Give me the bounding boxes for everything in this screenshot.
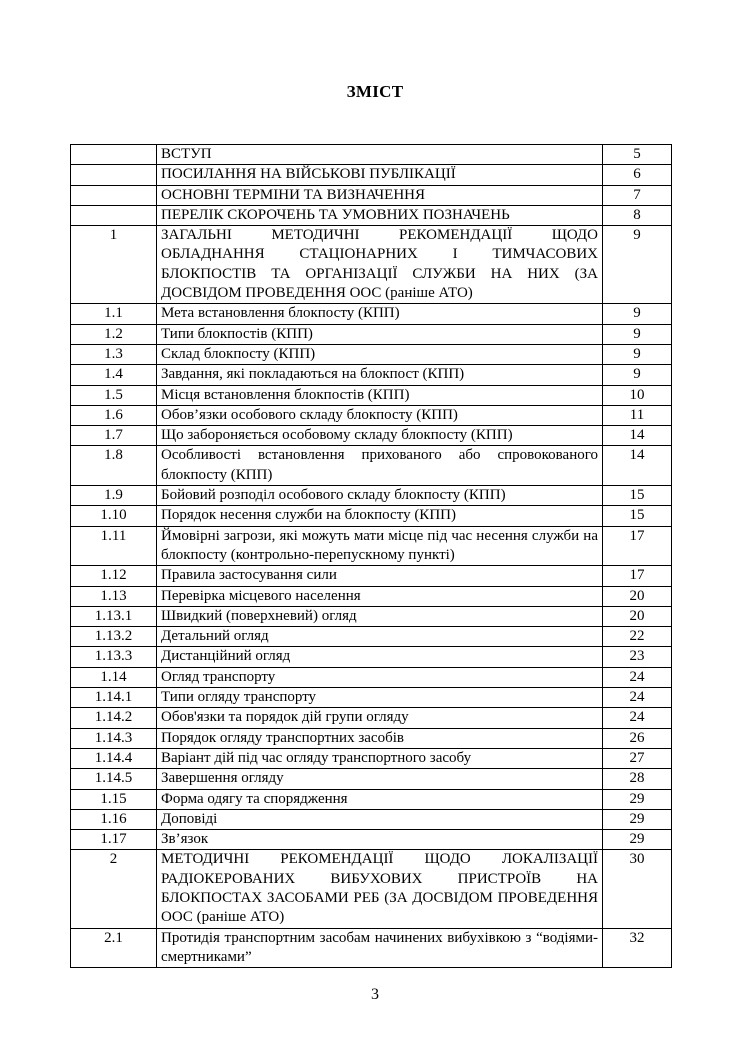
toc-row xyxy=(71,769,672,789)
toc-title: Порядок огляду транспортних засобів xyxy=(157,728,603,748)
toc-page: 15 xyxy=(603,506,672,526)
toc-row xyxy=(71,809,672,829)
toc-number: 1.7 xyxy=(71,426,157,446)
toc-page: 27 xyxy=(603,748,672,768)
toc-row xyxy=(71,324,672,344)
toc-title: ЗАГАЛЬНІ МЕТОДИЧНІ РЕКОМЕНДАЦІЇ ЩОДО ОБЛАДНАННЯ СТАЦІОНАРНИХ І ТИМЧАСОВИХ БЛОКПОСТІВ ТА ОРГАНІЗАЦІЇ СЛУЖБИ НА НИХ (ЗА ДОСВІДОМ ПРОВЕДЕННЯ ООС (раніше АТО) xyxy=(157,226,603,304)
toc-page: 30 xyxy=(603,850,672,928)
toc-row xyxy=(71,185,672,205)
page-title: ЗМІСТ xyxy=(346,82,404,101)
toc-number: 1.4 xyxy=(71,365,157,385)
toc-number: 1.13 xyxy=(71,586,157,606)
table-of-contents xyxy=(70,144,672,968)
toc-row xyxy=(71,205,672,225)
toc-number: 1.5 xyxy=(71,385,157,405)
toc-title: Детальний огляд xyxy=(157,627,603,647)
toc-row xyxy=(71,647,672,667)
toc-page: 20 xyxy=(603,586,672,606)
toc-number: 1.14.3 xyxy=(71,728,157,748)
toc-number: 1.10 xyxy=(71,506,157,526)
toc-page: 22 xyxy=(603,627,672,647)
toc-title: Завдання, які покладаються на блокпост (КПП) xyxy=(157,365,603,385)
toc-number: 1.6 xyxy=(71,405,157,425)
toc-row xyxy=(71,748,672,768)
toc-row xyxy=(71,606,672,626)
toc-page: 10 xyxy=(603,385,672,405)
toc-number: 1.13.3 xyxy=(71,647,157,667)
toc-page: 14 xyxy=(603,446,672,486)
toc-page: 6 xyxy=(603,165,672,185)
toc-title: Бойовий розподіл особового складу блокпосту (КПП) xyxy=(157,486,603,506)
toc-row xyxy=(71,344,672,364)
toc-title: Особливості встановлення прихованого або спровокованого блокпосту (КПП) xyxy=(157,446,603,486)
toc-title: Швидкий (поверхневий) огляд xyxy=(157,606,603,626)
toc-title: Склад блокпосту (КПП) xyxy=(157,344,603,364)
toc-title: Типи блокпостів (КПП) xyxy=(157,324,603,344)
toc-page: 9 xyxy=(603,344,672,364)
toc-page: 29 xyxy=(603,830,672,850)
toc-page: 5 xyxy=(603,145,672,165)
toc-page: 26 xyxy=(603,728,672,748)
toc-row xyxy=(71,708,672,728)
toc-number: 1.17 xyxy=(71,830,157,850)
toc-row xyxy=(71,226,672,304)
toc-number: 1.9 xyxy=(71,486,157,506)
toc-title: Правила застосування сили xyxy=(157,566,603,586)
toc-page: 14 xyxy=(603,426,672,446)
toc-row xyxy=(71,145,672,165)
toc-page: 7 xyxy=(603,185,672,205)
toc-number xyxy=(71,205,157,225)
toc-page: 28 xyxy=(603,769,672,789)
toc-number: 1 xyxy=(71,226,157,304)
toc-title: Перевірка місцевого населення xyxy=(157,586,603,606)
toc-page: 32 xyxy=(603,928,672,968)
toc-title: Що забороняється особовому складу блокпосту (КПП) xyxy=(157,426,603,446)
toc-row xyxy=(71,586,672,606)
toc-page: 9 xyxy=(603,226,672,304)
toc-page: 9 xyxy=(603,304,672,324)
toc-row xyxy=(71,446,672,486)
toc-row xyxy=(71,566,672,586)
toc-number: 1.14.4 xyxy=(71,748,157,768)
toc-title: Типи огляду транспорту xyxy=(157,688,603,708)
toc-title: ВСТУП xyxy=(157,145,603,165)
toc-title: Варіант дій під час огляду транспортного засобу xyxy=(157,748,603,768)
toc-row xyxy=(71,385,672,405)
toc-number: 1.14 xyxy=(71,667,157,687)
toc-title: ПОСИЛАННЯ НА ВІЙСЬКОВІ ПУБЛІКАЦІЇ xyxy=(157,165,603,185)
toc-row xyxy=(71,928,672,968)
toc-page: 8 xyxy=(603,205,672,225)
toc-row xyxy=(71,506,672,526)
toc-row xyxy=(71,405,672,425)
toc-title: Місця встановлення блокпостів (КПП) xyxy=(157,385,603,405)
toc-row xyxy=(71,486,672,506)
toc-body xyxy=(71,145,672,968)
toc-number: 1.15 xyxy=(71,789,157,809)
toc-title: Огляд транспорту xyxy=(157,667,603,687)
toc-title: ПЕРЕЛІК СКОРОЧЕНЬ ТА УМОВНИХ ПОЗНАЧЕНЬ xyxy=(157,205,603,225)
toc-row xyxy=(71,688,672,708)
toc-row xyxy=(71,789,672,809)
toc-number: 1.16 xyxy=(71,809,157,829)
toc-number: 1.13.2 xyxy=(71,627,157,647)
toc-title: Дистанційний огляд xyxy=(157,647,603,667)
toc-number: 1.13.1 xyxy=(71,606,157,626)
toc-title: Доповіді xyxy=(157,809,603,829)
toc-number: 1.8 xyxy=(71,446,157,486)
toc-title: Обов’язки особового складу блокпосту (КПП) xyxy=(157,405,603,425)
toc-number xyxy=(71,165,157,185)
toc-number: 1.3 xyxy=(71,344,157,364)
toc-title: Протидія транспортним засобам начинених вибухівкою з “водіями-смертниками” xyxy=(157,928,603,968)
toc-row xyxy=(71,365,672,385)
toc-title: Мета встановлення блокпосту (КПП) xyxy=(157,304,603,324)
toc-title: Обов'язки та порядок дій групи огляду xyxy=(157,708,603,728)
toc-row xyxy=(71,304,672,324)
toc-number: 1.14.2 xyxy=(71,708,157,728)
toc-number: 1.12 xyxy=(71,566,157,586)
toc-page: 23 xyxy=(603,647,672,667)
toc-title: Порядок несення служби на блокпосту (КПП) xyxy=(157,506,603,526)
toc-page: 17 xyxy=(603,566,672,586)
toc-number: 1.1 xyxy=(71,304,157,324)
toc-title: МЕТОДИЧНІ РЕКОМЕНДАЦІЇ ЩОДО ЛОКАЛІЗАЦІЇ РАДІОКЕРОВАНИХ ВИБУХОВИХ ПРИСТРОЇВ НА БЛОКПОСТАХ ЗАСОБАМИ РЕБ (ЗА ДОСВІДОМ ПРОВЕДЕННЯ ООС (раніше АТО) xyxy=(157,850,603,928)
toc-number: 1.11 xyxy=(71,526,157,566)
toc-page: 9 xyxy=(603,365,672,385)
toc-row xyxy=(71,667,672,687)
toc-title: ОСНОВНІ ТЕРМІНИ ТА ВИЗНАЧЕННЯ xyxy=(157,185,603,205)
toc-title: Зв’язок xyxy=(157,830,603,850)
toc-title: Форма одягу та спорядження xyxy=(157,789,603,809)
toc-page: 15 xyxy=(603,486,672,506)
toc-page: 20 xyxy=(603,606,672,626)
toc-page: 9 xyxy=(603,324,672,344)
toc-number xyxy=(71,185,157,205)
toc-number: 2 xyxy=(71,850,157,928)
toc-number xyxy=(71,145,157,165)
toc-row xyxy=(71,728,672,748)
toc-page: 17 xyxy=(603,526,672,566)
toc-row xyxy=(71,627,672,647)
toc-page: 24 xyxy=(603,667,672,687)
toc-title: Завершення огляду xyxy=(157,769,603,789)
toc-number: 1.14.5 xyxy=(71,769,157,789)
toc-page: 11 xyxy=(603,405,672,425)
toc-row xyxy=(71,830,672,850)
toc-row xyxy=(71,426,672,446)
toc-row xyxy=(71,850,672,928)
toc-page: 24 xyxy=(603,688,672,708)
toc-number: 1.14.1 xyxy=(71,688,157,708)
toc-page: 29 xyxy=(603,789,672,809)
toc-title: Ймовірні загрози, які можуть мати місце під час несення служби на блокпосту (контрольно-перепускному пункті) xyxy=(157,526,603,566)
toc-row xyxy=(71,165,672,185)
page-number: 3 xyxy=(371,986,379,1003)
toc-number: 1.2 xyxy=(71,324,157,344)
toc-row xyxy=(71,526,672,566)
toc-page: 24 xyxy=(603,708,672,728)
toc-page: 29 xyxy=(603,809,672,829)
toc-number: 2.1 xyxy=(71,928,157,968)
